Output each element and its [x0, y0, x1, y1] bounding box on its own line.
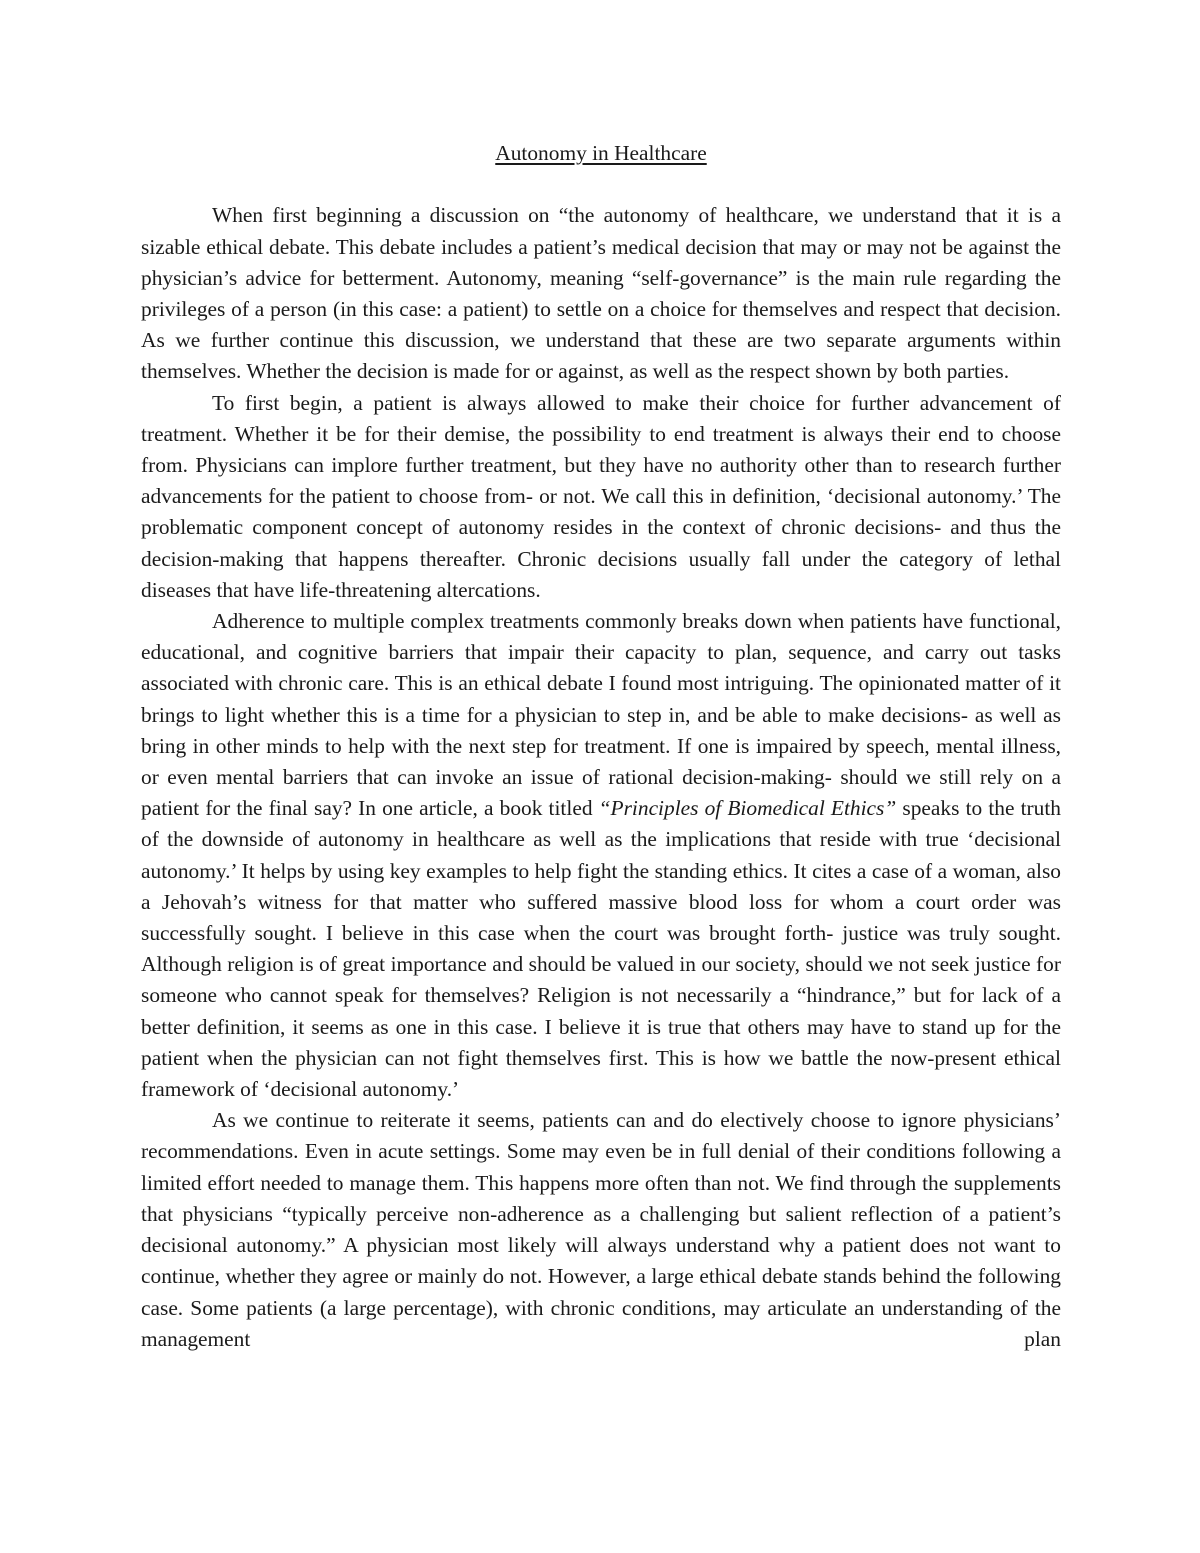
paragraph-1: When first beginning a discussion on “the autonomy of healthcare, we understand that it is a sizable ethical debate. This debate includes a patient’s medical decision that may or may not be against the physician’s advice for betterment. Autonomy, meaning “self-governance” is the main rule regarding the privileges of a person (in this case: a patient) to settle on a choice for themselves and respect that decision. As we further continue this discussion, we understand that these are two separate arguments within themselves. Whether the decision is made for or against, as well as the respect shown by both parties. [141, 203, 1061, 384]
paragraph-3-text-before: Adherence to multiple complex treatments commonly breaks down when patients have functional, educational, and cognitive barriers that impair their capacity to plan, sequence, and carry out tasks associated with chronic care. This is an ethical debate I found most intriguing. The opinionated matter of it brings to light whether this is a time for a physician to step in, and be able to make decisions- as well as bring in other minds to help with the next step for treatment. If one is impaired by speech, mental illness, or even mental barriers that can invoke an issue of rational decision-making- should we still rely on a patient for the final say? In one article, a book titled [141, 609, 1061, 821]
book-title: “Principles of Biomedical Ethics” [598, 796, 897, 821]
paragraph-3 [141, 606, 1061, 1105]
document-title: Autonomy in Healthcare [495, 141, 707, 165]
paragraph-2: To first begin, a patient is always allowed to make their choice for further advancement of treatment. Whether it be for their demise, the possibility to end treatment is always their end to choose from. Physicians can implore further treatment, but they have no authority other than to research further advancements for the patient to choose from- or not. We call this in definition, ‘decisional autonomy.’ The problematic component concept of autonomy resides in the context of chronic decisions- and thus the decision-making that happens thereafter. Chronic decisions usually fall under the category of lethal diseases that have life-threatening altercations. [141, 390, 1061, 602]
paragraph-3-text-after: speaks to the truth of the downside of autonomy in healthcare as well as the implications that reside with true ‘decisional autonomy.’ It helps by using key examples to help fight the standing ethics. It cites a case of a woman, also a Jehovah’s witness for that matter who suffered massive blood loss for whom a court order was successfully sought. I believe in this case when the court was brought forth- justice was truly sought. Although religion is of great importance and should be valued in our society, should we not seek justice for someone who cannot speak for themselves? Religion is not necessarily a “hindrance,” but for lack of a better definition, it seems as one in this case. I believe it is true that others may have to stand up for the patient when the physician can not fight themselves first. This is how we battle the now-present ethical framework of ‘decisional autonomy.’ [141, 796, 1061, 1102]
paragraph-4: As we continue to reiterate it seems, patients can and do electively choose to ignore physicians’ recommendations. Even in acute settings. Some may even be in full denial of their conditions following a limited effort needed to manage them. This happens more often than not. We find through the supplements that physicians “typically perceive non-adherence as a challenging but salient reflection of a patient’s decisional autonomy.” A physician most likely will always understand why a patient does not want to continue, whether they agree or mainly do not. However, a large ethical debate stands behind the following case. Some patients (a large percentage), with chronic conditions, may articulate an understanding of the management plan [141, 1108, 1061, 1351]
document-page [141, 138, 1061, 1355]
